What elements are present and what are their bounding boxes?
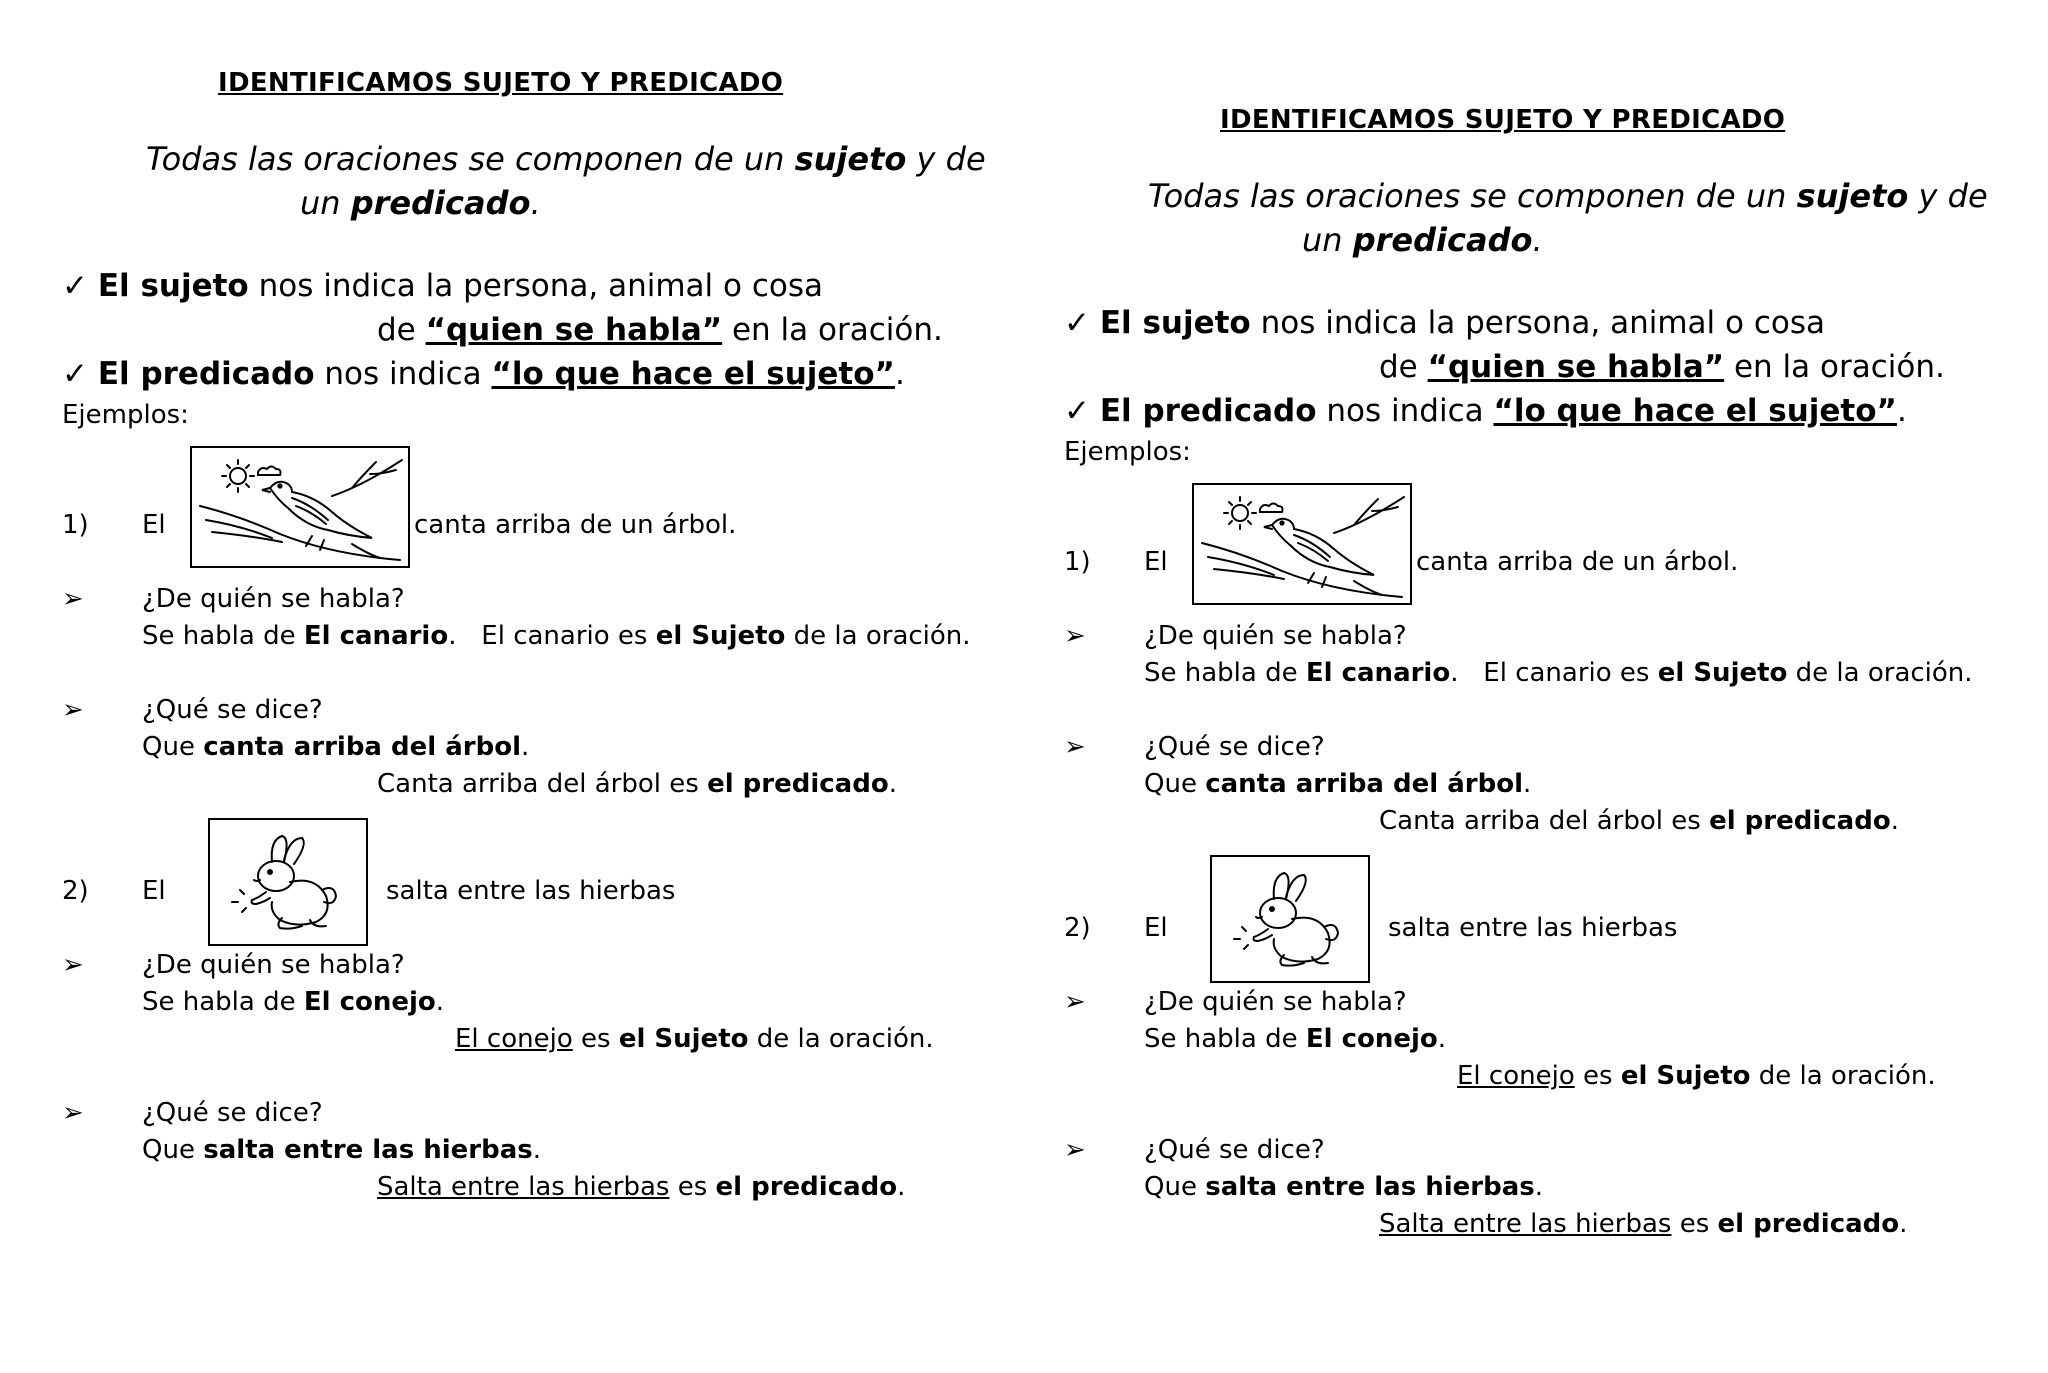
arrow-icon: ➢ [1064,1135,1086,1165]
intro-line-2: un predicado. [1302,221,1543,259]
example-2-answer-1: Se habla de El conejo. [1144,1024,1447,1054]
example-1-conclusion-2: Canta arriba del árbol es el predicado. [377,769,897,799]
rabbit-illustration [1212,857,1368,981]
example-1-rest: canta arriba de un árbol. [1416,547,1739,577]
check-icon: ✓ [1064,393,1090,429]
bird-illustration [1194,485,1410,603]
bird-on-branch-icon [1192,483,1412,605]
arrow-icon: ➢ [62,584,84,614]
examples-label: Ejemplos: [1064,437,1191,467]
rabbit-icon [208,818,368,946]
intro-line-1: Todas las oraciones se componen de un sujeto y de [1148,177,1988,215]
example-2-question-1: ¿De quién se habla? [142,950,405,980]
example-2-answer-1: Se habla de El conejo. [142,987,445,1017]
example-2-number: 2) [1064,913,1091,943]
worksheet-copy-right [1002,37,2026,1373]
example-1-answer-1: Se habla de El canario. El canario es el Sujeto de la oración. [1144,658,1973,688]
example-1-question-1: ¿De quién se habla? [142,584,405,614]
example-1-answer-1: Se habla de El canario. El canario es el Sujeto de la oración. [142,621,971,651]
example-1-question-1: ¿De quién se habla? [1144,621,1407,651]
rule-sujeto-line-2: de “quien se habla” en la oración. [1379,349,1945,385]
worksheet-title: IDENTIFICAMOS SUJETO Y PREDICADO [218,68,784,98]
examples-label: Ejemplos: [62,400,189,430]
rule-sujeto: ✓ El sujeto nos indica la persona, animal o cosa [62,268,823,304]
worksheet-title: IDENTIFICAMOS SUJETO Y PREDICADO [1220,105,1786,135]
example-1-number: 1) [1064,547,1091,577]
example-1-rest: canta arriba de un árbol. [414,510,737,540]
arrow-icon: ➢ [1064,621,1086,651]
example-2-answer-2: Que salta entre las hierbas. [1144,1172,1544,1202]
example-1-conclusion-2: Canta arriba del árbol es el predicado. [1379,806,1899,836]
arrow-icon: ➢ [1064,732,1086,762]
arrow-icon: ➢ [62,950,84,980]
example-2-question-2: ¿Qué se dice? [1144,1135,1325,1165]
rabbit-icon [1210,855,1370,983]
example-1-article: El [1144,547,1168,577]
rule-sujeto: ✓ El sujeto nos indica la persona, animal o cosa [1064,305,1825,341]
example-2-rest: salta entre las hierbas [1388,913,1678,943]
rabbit-illustration [210,820,366,944]
example-1-answer-2: Que canta arriba del árbol. [1144,769,1532,799]
example-1-answer-2: Que canta arriba del árbol. [142,732,530,762]
example-1-article: El [142,510,166,540]
worksheet-copy-left [0,0,1024,1336]
bird-on-branch-icon [190,446,410,568]
intro-line-1: Todas las oraciones se componen de un sujeto y de [146,140,986,178]
example-2-article: El [1144,913,1168,943]
check-icon: ✓ [62,268,88,304]
example-2-conclusion-1: El conejo es el Sujeto de la oración. [1457,1061,1936,1091]
rule-predicado: ✓ El predicado nos indica “lo que hace el sujeto”. [1064,393,1907,429]
arrow-icon: ➢ [62,1098,84,1128]
example-1-question-2: ¿Qué se dice? [142,695,323,725]
example-1-question-2: ¿Qué se dice? [1144,732,1325,762]
example-2-question-2: ¿Qué se dice? [142,1098,323,1128]
rule-sujeto-line-2: de “quien se habla” en la oración. [377,312,943,348]
example-2-conclusion-2: Salta entre las hierbas es el predicado. [1379,1209,1908,1239]
example-2-rest: salta entre las hierbas [386,876,676,906]
arrow-icon: ➢ [62,695,84,725]
intro-line-2: un predicado. [300,184,541,222]
example-2-answer-2: Que salta entre las hierbas. [142,1135,542,1165]
check-icon: ✓ [62,356,88,392]
example-2-number: 2) [62,876,89,906]
example-2-question-1: ¿De quién se habla? [1144,987,1407,1017]
example-2-conclusion-1: El conejo es el Sujeto de la oración. [455,1024,934,1054]
example-2-conclusion-2: Salta entre las hierbas es el predicado. [377,1172,906,1202]
example-2-article: El [142,876,166,906]
check-icon: ✓ [1064,305,1090,341]
example-1-number: 1) [62,510,89,540]
bird-illustration [192,448,408,566]
rule-predicado: ✓ El predicado nos indica “lo que hace el sujeto”. [62,356,905,392]
arrow-icon: ➢ [1064,987,1086,1017]
